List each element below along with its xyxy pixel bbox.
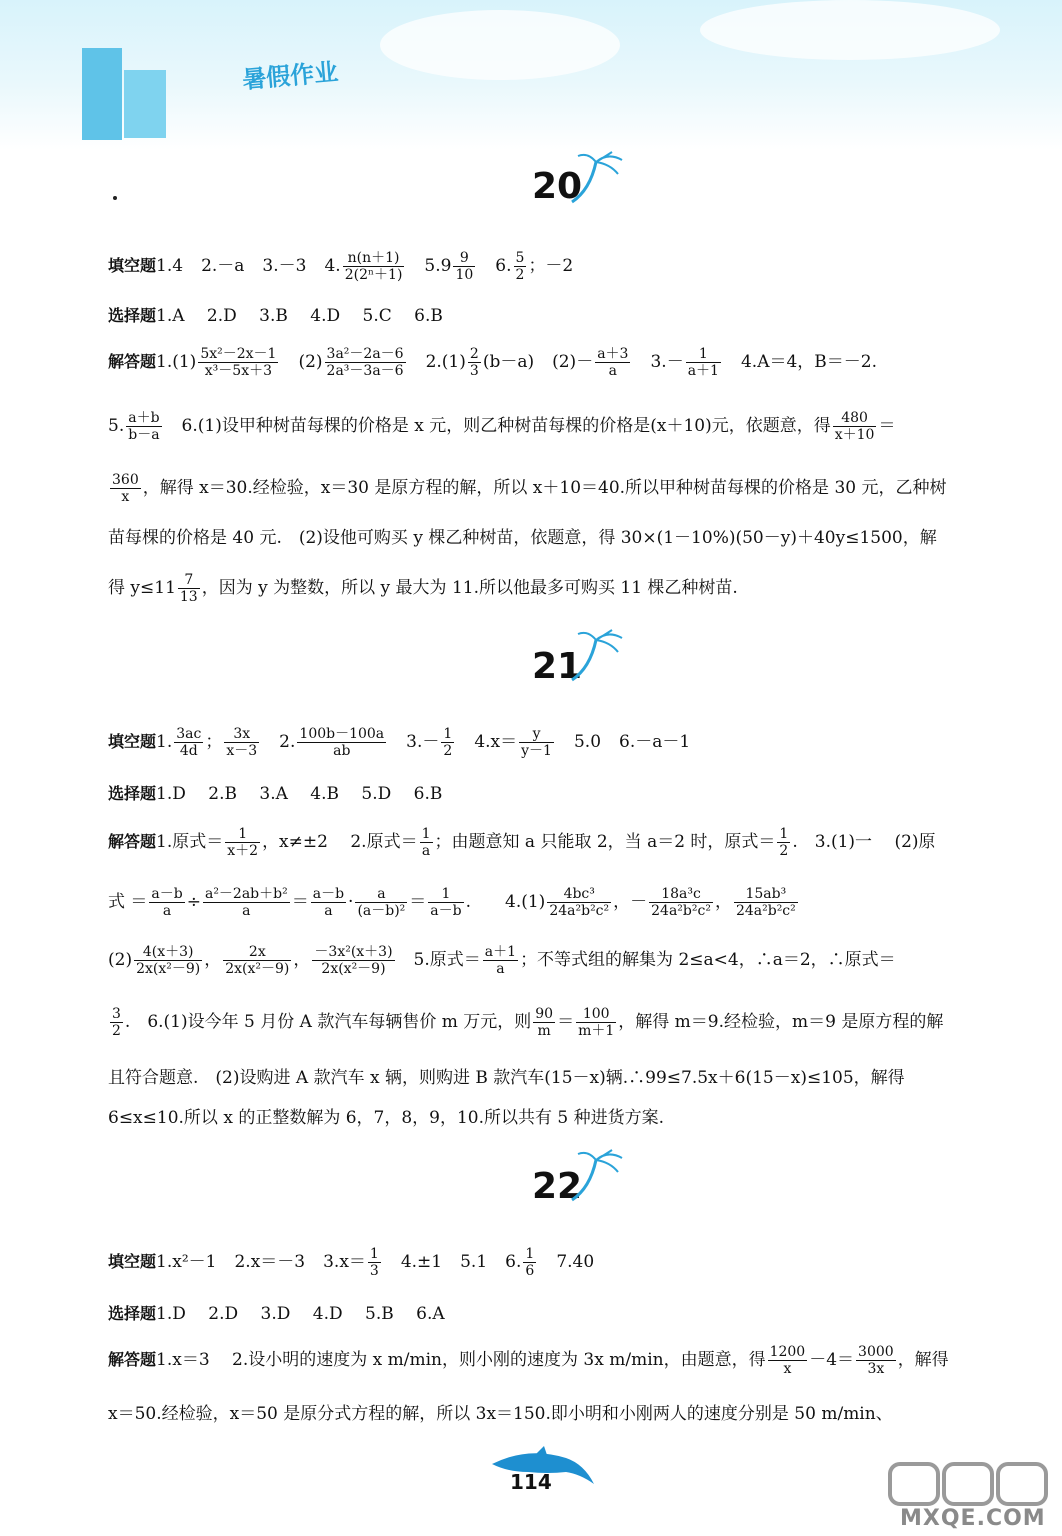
fill-label: 填空题 (108, 732, 157, 752)
section-title-22: 22 (532, 1166, 583, 1207)
fraction: $\frac{3ac}{4d}$ (176, 726, 202, 760)
choice-label: 选择题 (108, 784, 157, 803)
palm-icon (566, 628, 630, 684)
s22-choice-line (108, 1304, 445, 1324)
choice-label: 选择题 (108, 1304, 157, 1323)
s21-answer-line-3: (2) $\frac{4(x+3)}{\text{2x(x²－9)}}$ ， $\frac{2x}{\text{2x(x²－9)}}$ ， $\frac{\text{－3x²(x＋3)}}{\text{2x(x²－9)}}$ 5.原式＝ $\frac{a+1}{a}$ ；不等式组的解集为 2≤a<4，∴a＝2，∴原式＝ (108, 944, 896, 978)
s21-answer-line-1: 解答题1.原式＝ $\frac{1}{x+2}$ ，x≠±2 2.原式＝ $\frac{1}{a}$ ；由题意知 a 只能取 2，当 a＝2 时，原式＝ $\frac{1}{2}$ . 3.(1)一 (2)原 (108, 826, 936, 860)
fraction: $\frac{1}{3}$ (369, 1246, 379, 1280)
fraction: $\frac{\text{18a³c}}{\text{24a²b²c²}}$ (651, 886, 711, 920)
fraction: $\frac{90}{m}$ (535, 1006, 554, 1040)
fill-answer: 1.4 (156, 256, 184, 277)
answer-label: 解答题 (108, 352, 157, 372)
fraction: $\frac{\text{4bc³}}{\text{24a²b²c²}}$ (549, 886, 610, 920)
s21-answer-line-5: 且符合题意. (2)设购进 A 款汽车 x 辆，则购进 B 款汽车(15－x)辆.∴99≤7.5x＋6(15－x)≤105，解得 (108, 1068, 905, 1088)
choice-label: 选择题 (108, 306, 157, 325)
fraction: $\frac{a+3}{a}$ (597, 346, 629, 380)
section-title-20: 20 (532, 166, 583, 207)
fraction: $\frac{a}{\text{(a－b)²}}$ (357, 886, 406, 920)
s21-choice-line (108, 784, 442, 804)
fraction: $\frac{360}{x}$ (112, 472, 139, 506)
section-title-21: 21 (532, 646, 583, 687)
fraction: $\frac{1200}{x}$ (769, 1344, 806, 1378)
s20-fill-line (108, 250, 573, 283)
fraction: $\frac{4(x+3)}{\text{2x(x²－9)}}$ (136, 944, 201, 978)
book-illustration (82, 48, 122, 140)
fraction: $\frac{7}{13}$ (179, 572, 198, 606)
s20-answer-line-5: 得 y≤11 $\frac{7}{13}$ ，因为 y 为整数，所以 y 最大为 11.所以他最多可购买 11 棵乙种树苗. (108, 572, 738, 606)
fraction: $\frac{5}{2}$ (515, 250, 525, 284)
fraction: $\frac{1}{2}$ (443, 726, 453, 760)
fraction: $\frac{\text{－3x²(x＋3)}}{\text{2x(x²－9)}}$ (314, 944, 393, 978)
fraction: $\frac{\text{a²－2ab＋b²}}{a}$ (204, 886, 288, 920)
fraction: $\frac{3}{2}$ (112, 1006, 121, 1040)
choice-answers: 1.A 2.D 3.B 4.D 5.C 6.B (156, 306, 443, 326)
s20-answer-line-2: 5. $\frac{a+b}{b-a}$ 6.(1)设甲种树苗每棵的价格是 x 元，则乙种树苗每棵的价格是(x＋10)元，依题意，得 $\frac{480}{x+10}$ ＝ (108, 410, 896, 444)
fill-answer: 5.9 (424, 256, 452, 277)
fraction: $\frac{a-b}{a}$ (151, 886, 183, 920)
fill-answer: 4. (324, 256, 341, 277)
s20-answer-line-4: 苗每棵的价格是 40 元. (2)设他可购买 y 棵乙种树苗，依题意，得 30×(1－10%)(50－y)＋40y≤1500，解 (108, 528, 937, 548)
fill-answer: 6. (495, 256, 512, 277)
s22-answer-line-1: 解答题1.x＝3 2.设小明的速度为 x m/min，则小刚的速度为 3x m/min，由题意，得 $\frac{1200}{x}$ －4＝ $\frac{3000}{3x}$ ，解得 (108, 1344, 949, 1378)
s21-answer-line-2: 式 ＝ $\frac{a-b}{a}$ ÷ $\frac{\text{a²－2ab＋b²}}{a}$ ＝ $\frac{a-b}{a}$ · $\frac{a}{\text{(a－b)²}}$ ＝ $\frac{1}{a-b}$ . 4.(1) $\frac{\text{4bc³}}{\text{24a²b²c²}}$ ，－ $\frac{\text{18a³c}}{\text{24a²b²c²}}$ ， $\frac{\text{15ab³}}{\text{24a²b²c²}}$ (108, 886, 796, 920)
fraction: $\frac{2x}{\text{2x(x²－9)}}$ (225, 944, 290, 978)
fraction: $\frac{3x}{x-3}$ (226, 726, 258, 760)
palm-icon (566, 1148, 630, 1204)
fraction: $\frac{\text{5x²－2x－1}}{\text{x³－5x＋3}}$ (200, 346, 277, 380)
fraction: $\frac{1}{2}$ (779, 826, 789, 860)
watermark-text: MXQE.COM (900, 1506, 1046, 1531)
cloud-decoration (380, 10, 620, 80)
s21-answer-line-4: $\frac{3}{2}$ . 6.(1)设今年 5 月份 A 款汽车每辆售价 m 万元，则 $\frac{90}{m}$ ＝ $\frac{100}{m+1}$ ，解得 m＝9.经检验，m＝9 是原方程的解 (112, 1006, 944, 1040)
fraction: $\frac{\text{15ab³}}{\text{24a²b²c²}}$ (735, 886, 796, 920)
s20-choice-line (108, 306, 443, 326)
choice-answers: 1.D 2.B 3.A 4.B 5.D 6.B (156, 784, 443, 804)
fill-label: 填空题 (108, 256, 157, 276)
fraction: $\frac{\text{3a²－2a－6}}{\text{2a³－3a－6}}$ (326, 346, 404, 380)
s22-fill-line: 填空题1.x²－1 2.x＝－3 3.x＝ $\frac{1}{3}$ 4.±1 5.1 6. $\frac{1}{6}$ 7.40 (108, 1246, 595, 1280)
fraction: $\frac{1}{a+1}$ (687, 346, 719, 380)
fraction: $\frac{y}{y-1}$ (521, 726, 552, 760)
fraction: $\frac{1}{a-b}$ (430, 886, 462, 920)
palm-icon (566, 150, 630, 206)
page-number: 114 (510, 1470, 552, 1494)
fill-answer: ；－2 (528, 256, 574, 277)
fraction: $\frac{9}{10}$ (455, 250, 474, 284)
answer-label: 解答题 (108, 1350, 157, 1370)
fraction: $\frac{100}{m+1}$ (578, 1006, 615, 1040)
answer-label: 解答题 (108, 832, 157, 852)
fraction: $\frac{a+b}{b-a}$ (128, 410, 160, 444)
s21-answer-line-6: 6≤x≤10.所以 x 的正整数解为 6，7，8，9，10.所以共有 5 种进货方案. (108, 1108, 665, 1128)
fraction: $\frac{480}{x+10}$ (834, 410, 875, 444)
fill-answer: 3.－3 (262, 256, 307, 277)
fill-label: 填空题 (108, 1252, 157, 1272)
fill-answer: 2.－a (201, 256, 245, 277)
book-illustration (124, 70, 166, 138)
fraction: $\frac{a+1}{a}$ (484, 944, 517, 978)
s21-fill-line: 填空题1. $\frac{3ac}{4d}$ ； $\frac{3x}{x-3}$ 2. $\frac{100b-100a}{ab}$ 3.－ $\frac{1}{2}$ 4.x＝ $\frac{y}{y-1}$ 5.0 6.－a－1 (108, 726, 691, 760)
fraction: $\frac{2}{3}$ (469, 346, 479, 380)
s22-answer-line-2: x＝50.经检验，x＝50 是原分式方程的解，所以 3x＝150.即小明和小刚两人的速度分别是 50 m/min、 (108, 1404, 893, 1424)
fraction: $\frac{1}{x+2}$ (227, 826, 259, 860)
fraction: $\frac{1}{6}$ (525, 1246, 535, 1280)
fraction: $\frac{n(n+1)}{\text{2(2ⁿ＋1)}}$ (344, 250, 403, 284)
cloud-decoration (700, 0, 1000, 60)
s20-answer-line-1: 解答题1.(1) $\frac{\text{5x²－2x－1}}{\text{x³－5x＋3}}$ (2) $\frac{\text{3a²－2a－6}}{\text{2a³－3a－6}}$ 2.(1) $\frac{2}{3}$ (b－a) (2)－ $\frac{a+3}{a}$ 3.－ $\frac{1}{a+1}$ 4.A＝4，B＝－2. (108, 346, 877, 380)
fraction: $\frac{3000}{3x}$ (858, 1344, 894, 1378)
banner-logo: 暑假作业 (241, 57, 340, 95)
fraction: $\frac{100b-100a}{ab}$ (299, 726, 385, 760)
choice-answers: 1.D 2.D 3.D 4.D 5.B 6.A (156, 1304, 445, 1324)
s20-answer-line-3: $\frac{360}{x}$ ，解得 x＝30.经检验，x＝30 是原方程的解，所以 x＋10＝40.所以甲种树苗每棵的价格是 30 元，乙种树 (112, 472, 947, 506)
bullet-dot (113, 196, 117, 200)
header-banner (0, 0, 1062, 150)
fraction: $\frac{a-b}{a}$ (312, 886, 345, 920)
fraction: $\frac{1}{a}$ (421, 826, 431, 860)
